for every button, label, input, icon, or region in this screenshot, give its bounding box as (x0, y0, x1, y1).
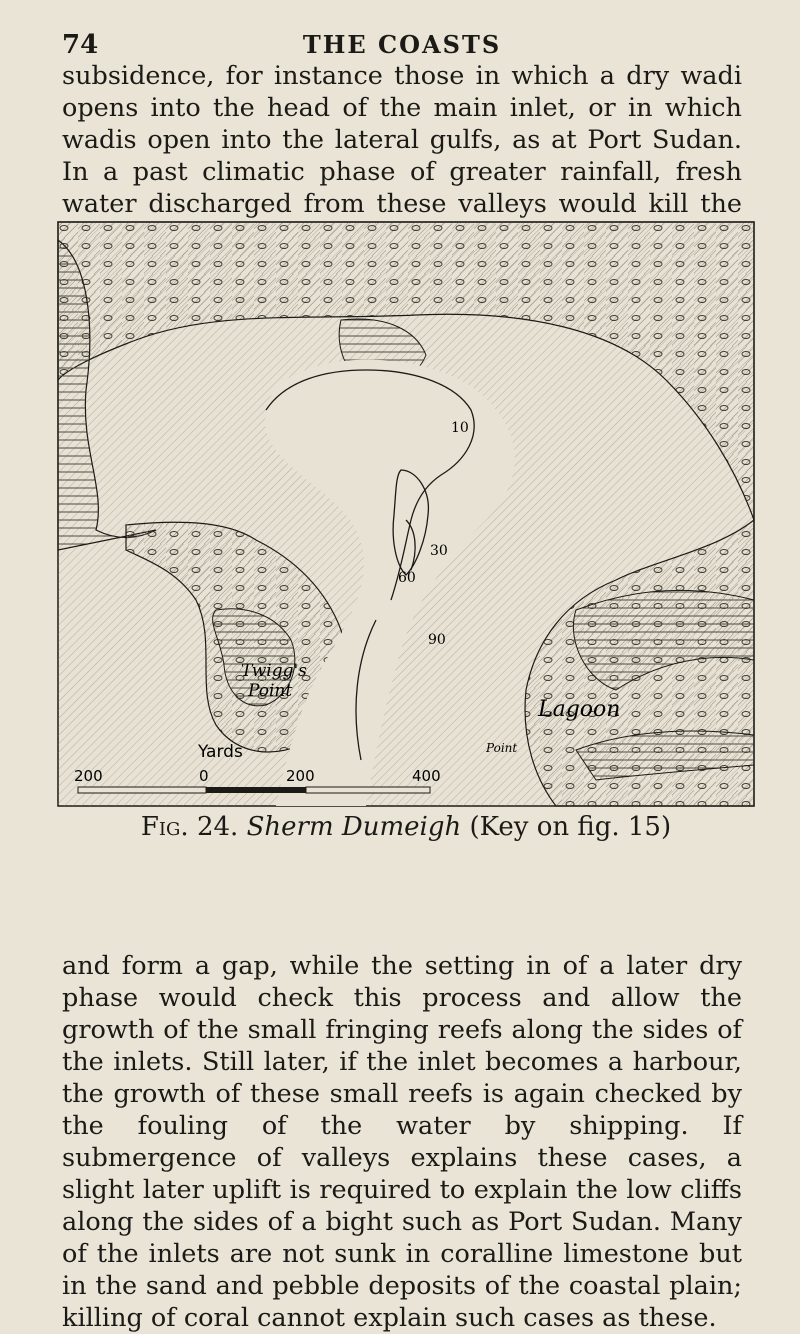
depth-label-10: 10 (451, 420, 469, 436)
depth-label-90: 90 (428, 632, 446, 648)
paragraph-top: subsidence, for instance those in which a dry wadi opens into the head of the main inlet, or in which wadis open into the lateral gulfs, as at Port Sudan. In a past climatic phase of greater rainfall, fresh water discharged from these valleys would kill the (62, 61, 742, 219)
page-number: 74 (62, 30, 99, 60)
scale-tick-200-left: 200 (74, 767, 103, 785)
running-head: THE COASTS (302, 30, 502, 59)
scale-title: Yards (198, 742, 243, 762)
scale-tick-400: 400 (412, 767, 441, 785)
label-twiggs: Twigg's (241, 661, 307, 681)
scale-tick-200: 200 (286, 767, 315, 785)
caption-label: Fig. 24. (140, 812, 239, 842)
label-twiggs-point: Point (248, 681, 293, 701)
scale-tick-0: 0 (199, 767, 209, 785)
map-figure (56, 220, 756, 810)
page-header (62, 24, 742, 64)
depth-label-30: 30 (430, 543, 448, 559)
label-lagoon: Lagoon (538, 697, 621, 722)
label-point: Point (486, 741, 518, 755)
paragraph-bottom: and form a gap, while the setting in of a later dry phase would check this process and allow the growth of the small fringing reefs along the sides of the inlets. Still later, if the inlet becomes a harbour, the growth of these small reefs is again checked by the fouling of the water by shipping. If submergence of valleys explains these cases, a slight later uplift is required to explain the low cliffs along the sides of a bight such as Port Sudan. Many of the inlets are not sunk in coralline limestone but in the sand and pebble deposits of the coastal plain; killing of coral cannot explain such cases as these. (62, 951, 742, 1333)
depth-label-60: 60 (398, 570, 416, 586)
figure-caption (56, 812, 756, 842)
caption-key: (Key on fig. 15) (469, 812, 672, 842)
sherm-dumeigh-map (56, 220, 756, 810)
caption-title: Sherm Dumeigh (246, 812, 462, 842)
